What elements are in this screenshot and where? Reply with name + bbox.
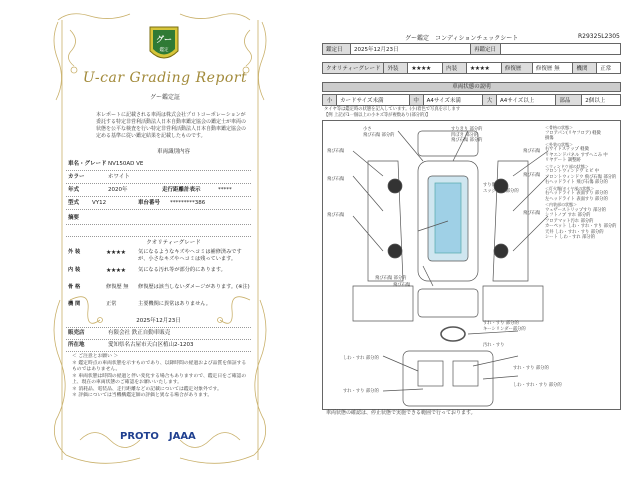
repair-value: 修復歴 無 [532,63,573,74]
interior-stars: ★★★★ [106,267,126,274]
mileage-label: 走行距離計表示 [162,187,201,193]
notes-block [72,354,247,400]
color-value: ホワイト [108,174,130,180]
engine-value-r: 正常 [597,63,621,74]
label-left3: 飛び石傷 [327,213,345,218]
notes-title: ＜ ご注意とお願い ＞ [72,354,119,359]
model-label: 型式 [68,200,80,206]
label-right1: 飛び石傷 [523,149,541,154]
date-label: 鑑定日 [323,44,351,55]
engine-label-r: 機関 [573,63,597,74]
mileage-value: ***** [218,187,232,193]
size-small: 小 [323,95,337,106]
label-interior1: すれ・すり 部分的 キーシリンダー部分的 [483,321,526,332]
address-label: 所在地 [68,342,85,348]
interior-label: 内 装 [68,267,81,273]
label-interior4: すれ・すり 部分的 [513,366,549,371]
note-4: ＊ 評価については当機構鑑定師の評価と異なる場合があります。 [72,393,213,398]
row-blank [66,224,251,237]
frame-value: 修復歴 無 [106,284,129,290]
quality-interior [66,264,251,274]
label-interior5: しわ・すれ・すり 部分的 [513,383,562,388]
year-value: 2020年 [108,187,128,193]
grade-value: NV150AD VE [108,161,144,167]
grade-label: 車名・グレード [68,161,107,167]
model-value: VY12 [92,200,107,206]
size-legend-table [322,94,621,106]
row-grade [66,158,251,171]
side-note-0: ＜骨格の状態＞ [545,125,573,130]
chassis-label: 車台番号 [138,200,161,206]
interior-desc: 気になる汚れ等が部分的にあります。 [138,267,226,273]
color-label: カラー [68,174,85,180]
label-interior6: すれ・すり 部分的 [343,389,379,394]
svg-text:鑑定: 鑑定 [159,48,169,53]
proto-logo: PROTO [120,430,159,442]
section-vehicle-heading: 車両識別内容 [156,149,190,155]
int-label: 内装 [443,63,467,74]
report-date: 2025年12月23日 [136,318,181,324]
qg-label: クオリティーグレード [323,63,384,74]
row-address [66,339,251,352]
ext-label: 外装 [384,63,408,74]
goo-kantei-badge-icon [147,25,181,65]
report-title: U-car Grading Report [82,70,248,86]
chassis-value: *********386 [170,200,206,206]
engine-label: 機 関 [68,301,81,307]
condition-sheet-title: グー鑑定 コンディションチェックシート [405,35,519,42]
scope-label: 再鑑定日 [471,44,501,55]
date-table [322,43,621,55]
int-stars: ★★★★ [466,63,501,74]
size-small-desc: カードサイズ未満 [337,95,410,106]
note-3: ＊ 消耗品、電装品、走行距離などの記載については鑑定対象外です。 [72,386,222,392]
label-left2: 飛び石傷 [327,177,345,182]
parts-value: 2個以上 [582,95,621,106]
side-note-1: フロアパン(リヤフロア) 軽微 損傷 [545,130,601,141]
exterior-label: 外 装 [68,249,81,255]
legend-note: タイヤ等は鑑定時の状態を記入しています。(小)着色で写真を示します 【例 上記が1一個以上の小キズ等が複数あり(部分的)】 [324,107,461,118]
side-note-7: ＜灯火類/タイヤ部の状態＞ [545,185,595,191]
side-note-3: 右サイドステップ 軽微 リヤエンドパネル すずへこみ 中 リヤゲート 調整跡 [545,147,608,163]
exterior-stars: ★★★★ [106,249,126,256]
row-year [66,184,251,197]
side-note-10: ウェザーストリップすり 部分的 シフトノブ すれ 部分的 フロアマット汚れ 部分的 カーペット しわ・すれ・すり 部分的 天井 しわ・すれ・すり 部分的 シート しわ・すれ 部分的 [545,207,617,240]
size-large-desc: A4サイズ以上 [496,95,555,106]
frame-label: 骨 格 [68,284,81,290]
size-mid-desc: A4サイズ未満 [423,95,482,106]
shop-name: 有限会社 鉄正自動車販売 [108,330,171,336]
side-notes [545,125,619,241]
engine-desc: 主要機関に異常はありません。 [138,301,211,307]
report-intro: 本レポートに記載される車両は株式会社プロトコーポレーションが委託する特定非営利活動法人日本自動車鑑定協会の鑑定士が車両の状態を公平な検査を行い特定非営利活動法人日本自動車鑑定協会の定める基準に従い鑑定結果を記載したものです。 [96,112,247,139]
row-color [66,171,251,184]
frame-desc: 修復歴は該当しないダメージがあります。(※注) [138,284,250,290]
label-top2: すりきり 部分的 凹ぼき 部分的 飛び石傷 部分的 [451,127,483,143]
label-top1: 小さ 飛び石傷 部分的 [363,127,395,138]
remarks-label: 摘要 [68,215,80,221]
exterior-desc: 気になるようなキズやヘコミは補修済みですが、小さなキズやヘコミは残っています。 [138,249,242,262]
label-center: 飛び石傷 部分的 [375,276,407,281]
label-interior3: しわ・すれ 部分的 [343,356,379,361]
side-note-9: ＜内装部の状態＞ [545,202,577,207]
svg-text:グー: グー [156,35,172,44]
side-note-6: 右ヘッドライト 飛び石傷 部分的 [545,180,608,185]
quality-engine [66,298,251,308]
band-vehicle-state: 車両状態の説明 [322,82,621,92]
size-large: 大 [482,95,496,106]
bottom-note: 車両状態の確認は、停止状態で実施できる範囲で行っております。 [326,410,476,416]
side-note-8: 右ヘッドライト 表面すり 部分的 左ヘッドライト 表面すり 部分的 [545,191,608,202]
section-quality-heading: クオリティーグレード [146,240,201,246]
side-note-5: フロントウィンドウ ヒビ 中 フロントウィンドウ 飛び石傷 部分的 [545,169,617,180]
grade-table [322,62,621,74]
label-right3: 飛び石傷 [523,211,541,216]
condition-sheet-code: R29325L2305 [578,33,620,40]
label-mid: すり傷 エッジすり 部分的 [483,183,519,194]
parts-label: 部品 [556,95,582,106]
size-mid: 中 [409,95,423,106]
engine-value: 正常 [106,301,117,307]
jaaa-logo: JAAA [168,430,196,442]
repair-label: 修復歴 [501,63,532,74]
shop-label: 販売店 [68,330,85,336]
label-interior2: 汚れ・すり [483,343,505,348]
year-label: 年式 [68,187,80,193]
side-note-4: ＜ウィンドウ部の状態＞ [545,163,589,169]
footer-logos [120,428,240,444]
label-right2: 飛び石傷 [523,173,541,178]
report-subtitle: グー鑑定証 [149,94,180,101]
vehicle-diagram [322,120,621,410]
label-rear: 飛び石傷 [393,283,411,288]
date-value: 2025年12月23日 [351,44,471,55]
scope-value [501,44,621,55]
side-note-2: ＜外装の状態＞ [545,141,573,147]
quality-exterior [66,246,251,263]
note-1: ＊ 鑑定時点の車両状態を示すものであり、以降時間の経過および品質を保証するものではありません。 [72,360,247,372]
address-value: 愛知県名古屋市天白区植山2-1203 [108,342,194,348]
quality-frame [66,281,251,291]
label-left1: 飛び石傷 [327,149,345,154]
note-2: ＊ 車両状態は時間の経過と伴い変化する場合もありますので、鑑定日をご確認の上、現在の車両状態のご確認をお願いいたします。 [72,373,247,385]
row-model [66,197,251,210]
ext-stars: ★★★★ [408,63,443,74]
